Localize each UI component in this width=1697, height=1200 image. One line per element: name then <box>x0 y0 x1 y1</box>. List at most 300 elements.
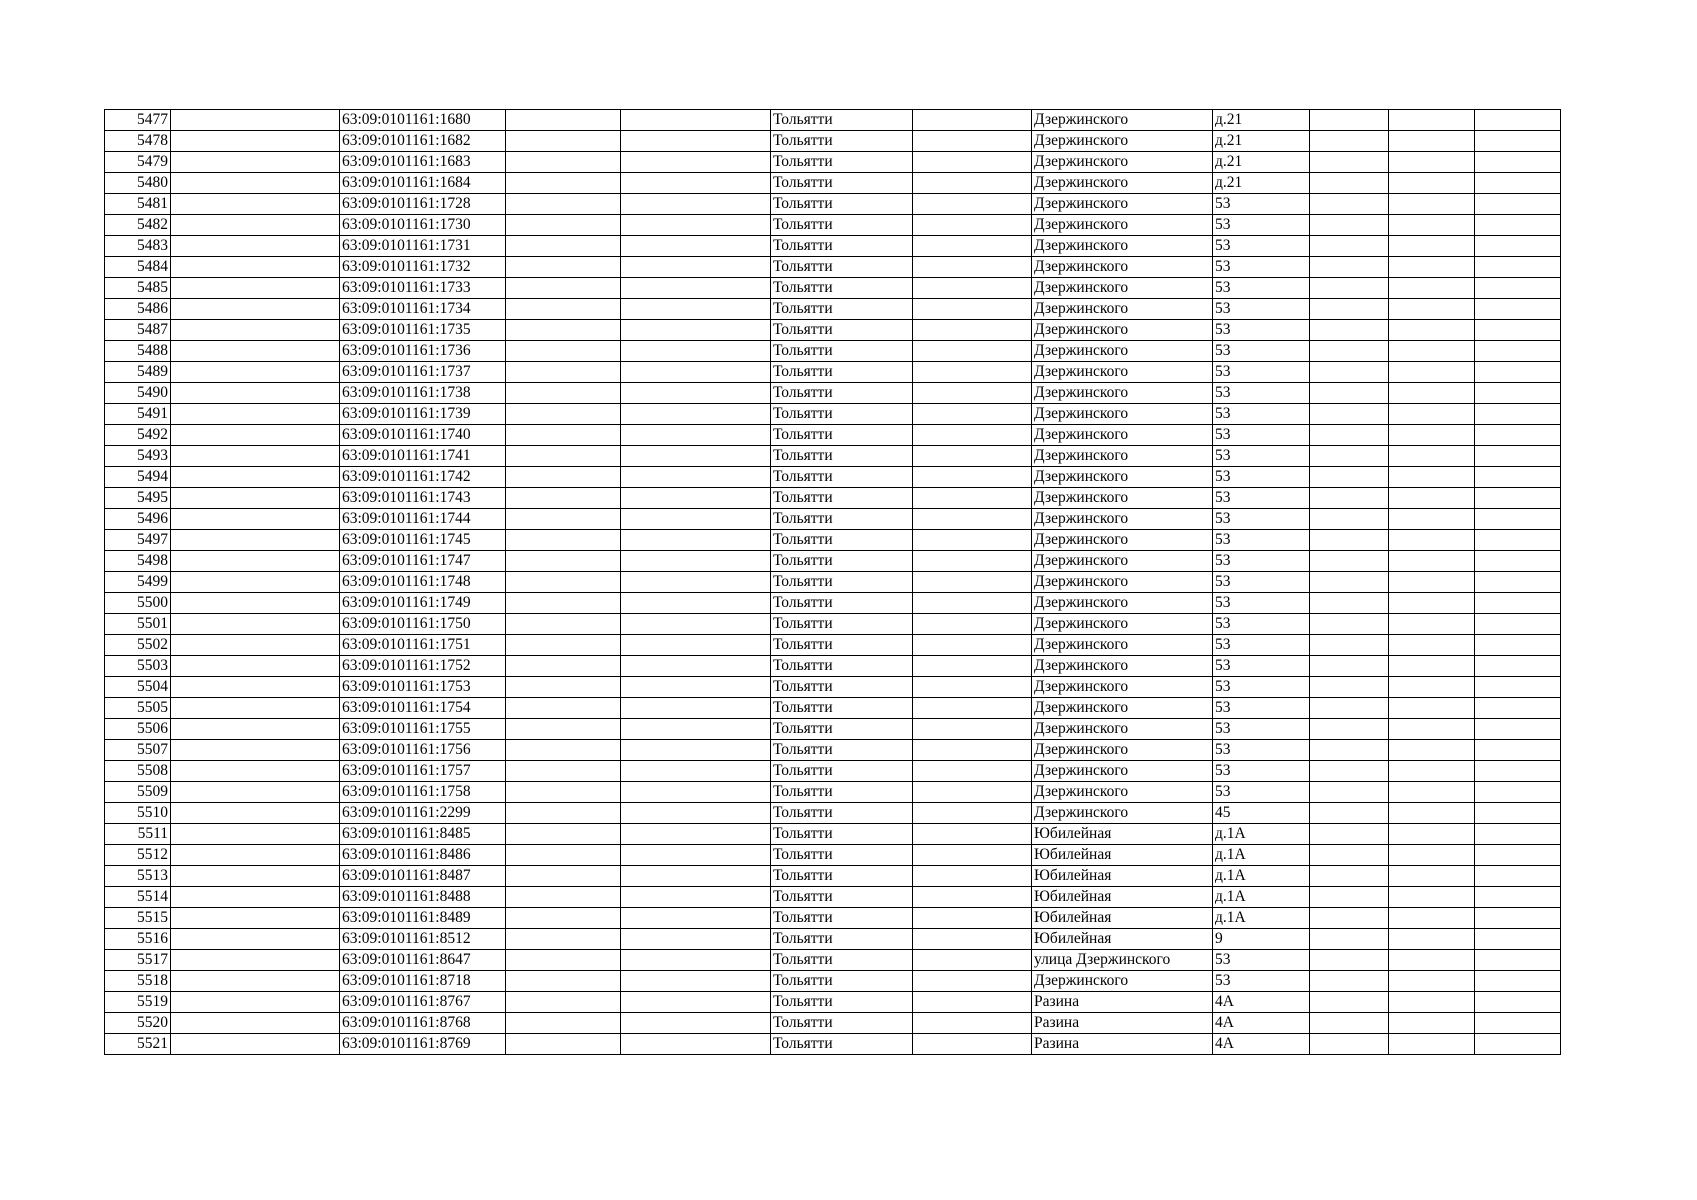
empty-cell <box>913 320 1032 341</box>
empty-cell <box>621 236 771 257</box>
street-cell: Разина <box>1032 1034 1213 1055</box>
empty-cell <box>1389 656 1475 677</box>
empty-cell <box>1475 236 1561 257</box>
empty-cell <box>171 299 340 320</box>
table-row <box>105 152 1561 173</box>
empty-cell <box>171 929 340 950</box>
empty-cell <box>1310 551 1389 572</box>
empty-cell <box>1475 509 1561 530</box>
empty-cell <box>1310 656 1389 677</box>
empty-cell <box>506 1013 621 1034</box>
row-number-cell: 5498 <box>105 551 171 572</box>
street-cell: Дзержинского <box>1032 320 1213 341</box>
empty-cell <box>506 320 621 341</box>
empty-cell <box>1475 131 1561 152</box>
empty-cell <box>1475 824 1561 845</box>
empty-cell <box>1310 152 1389 173</box>
street-cell: Дзержинского <box>1032 152 1213 173</box>
city-cell: Тольятти <box>771 194 913 215</box>
empty-cell <box>621 845 771 866</box>
city-cell: Тольятти <box>771 887 913 908</box>
street-cell: Дзержинского <box>1032 509 1213 530</box>
empty-cell <box>1389 215 1475 236</box>
cadastral-number-cell: 63:09:0101161:1744 <box>340 509 506 530</box>
street-cell: Дзержинского <box>1032 761 1213 782</box>
empty-cell <box>506 761 621 782</box>
table-row <box>105 278 1561 299</box>
empty-cell <box>913 425 1032 446</box>
house-cell: 9 <box>1213 929 1310 950</box>
table-row <box>105 635 1561 656</box>
empty-cell <box>1475 425 1561 446</box>
empty-cell <box>1475 530 1561 551</box>
empty-cell <box>1475 845 1561 866</box>
empty-cell <box>621 446 771 467</box>
empty-cell <box>1389 572 1475 593</box>
empty-cell <box>1475 908 1561 929</box>
city-cell: Тольятти <box>771 782 913 803</box>
empty-cell <box>506 194 621 215</box>
empty-cell <box>621 467 771 488</box>
empty-cell <box>621 614 771 635</box>
empty-cell <box>171 173 340 194</box>
empty-cell <box>1389 383 1475 404</box>
street-cell: Дзержинского <box>1032 719 1213 740</box>
house-cell: 53 <box>1213 782 1310 803</box>
empty-cell <box>1389 131 1475 152</box>
row-number-cell: 5492 <box>105 425 171 446</box>
empty-cell <box>1475 299 1561 320</box>
cadastral-number-cell: 63:09:0101161:8512 <box>340 929 506 950</box>
house-cell: 53 <box>1213 236 1310 257</box>
empty-cell <box>1310 362 1389 383</box>
table-row <box>105 782 1561 803</box>
city-cell: Тольятти <box>771 677 913 698</box>
city-cell: Тольятти <box>771 320 913 341</box>
city-cell: Тольятти <box>771 131 913 152</box>
cadastral-number-cell: 63:09:0101161:8489 <box>340 908 506 929</box>
empty-cell <box>621 593 771 614</box>
empty-cell <box>1389 362 1475 383</box>
house-cell: 53 <box>1213 677 1310 698</box>
table-row <box>105 530 1561 551</box>
row-number-cell: 5487 <box>105 320 171 341</box>
empty-cell <box>506 467 621 488</box>
empty-cell <box>621 908 771 929</box>
empty-cell <box>1389 341 1475 362</box>
cadastral-number-cell: 63:09:0101161:1742 <box>340 467 506 488</box>
empty-cell <box>1475 656 1561 677</box>
empty-cell <box>506 572 621 593</box>
street-cell: Дзержинского <box>1032 551 1213 572</box>
empty-cell <box>1310 593 1389 614</box>
row-number-cell: 5511 <box>105 824 171 845</box>
empty-cell <box>1310 992 1389 1013</box>
city-cell: Тольятти <box>771 509 913 530</box>
empty-cell <box>1389 467 1475 488</box>
empty-cell <box>621 1034 771 1055</box>
empty-cell <box>621 488 771 509</box>
city-cell: Тольятти <box>771 572 913 593</box>
empty-cell <box>621 383 771 404</box>
empty-cell <box>1475 971 1561 992</box>
empty-cell <box>171 761 340 782</box>
cadastral-number-cell: 63:09:0101161:1756 <box>340 740 506 761</box>
empty-cell <box>1310 866 1389 887</box>
empty-cell <box>506 782 621 803</box>
empty-cell <box>1389 971 1475 992</box>
cadastral-number-cell: 63:09:0101161:8488 <box>340 887 506 908</box>
table-row <box>105 908 1561 929</box>
row-number-cell: 5520 <box>105 1013 171 1034</box>
house-cell: д.1А <box>1213 887 1310 908</box>
empty-cell <box>1310 215 1389 236</box>
empty-cell <box>1310 572 1389 593</box>
row-number-cell: 5505 <box>105 698 171 719</box>
empty-cell <box>1310 1034 1389 1055</box>
empty-cell <box>621 404 771 425</box>
cadastral-number-cell: 63:09:0101161:1754 <box>340 698 506 719</box>
empty-cell <box>913 236 1032 257</box>
empty-cell <box>1310 740 1389 761</box>
cadastral-number-cell: 63:09:0101161:1733 <box>340 278 506 299</box>
street-cell: Дзержинского <box>1032 341 1213 362</box>
empty-cell <box>171 698 340 719</box>
house-cell: 53 <box>1213 362 1310 383</box>
empty-cell <box>506 509 621 530</box>
empty-cell <box>1310 488 1389 509</box>
empty-cell <box>1389 446 1475 467</box>
empty-cell <box>1389 593 1475 614</box>
street-cell: Разина <box>1032 1013 1213 1034</box>
house-cell: 53 <box>1213 467 1310 488</box>
empty-cell <box>1475 257 1561 278</box>
empty-cell <box>1389 194 1475 215</box>
empty-cell <box>621 950 771 971</box>
house-cell: 53 <box>1213 950 1310 971</box>
empty-cell <box>171 404 340 425</box>
empty-cell <box>621 110 771 131</box>
empty-cell <box>1389 320 1475 341</box>
row-number-cell: 5499 <box>105 572 171 593</box>
empty-cell <box>1475 278 1561 299</box>
empty-cell <box>1389 509 1475 530</box>
row-number-cell: 5508 <box>105 761 171 782</box>
empty-cell <box>506 236 621 257</box>
empty-cell <box>1310 761 1389 782</box>
cadastral-number-cell: 63:09:0101161:8718 <box>340 971 506 992</box>
city-cell: Тольятти <box>771 215 913 236</box>
empty-cell <box>506 530 621 551</box>
empty-cell <box>506 929 621 950</box>
empty-cell <box>1389 299 1475 320</box>
empty-cell <box>171 824 340 845</box>
table-row <box>105 593 1561 614</box>
empty-cell <box>913 173 1032 194</box>
empty-cell <box>171 971 340 992</box>
empty-cell <box>621 278 771 299</box>
street-cell: Дзержинского <box>1032 467 1213 488</box>
table-row <box>105 740 1561 761</box>
empty-cell <box>913 635 1032 656</box>
city-cell: Тольятти <box>771 278 913 299</box>
empty-cell <box>913 509 1032 530</box>
street-cell: Дзержинского <box>1032 257 1213 278</box>
city-cell: Тольятти <box>771 803 913 824</box>
empty-cell <box>1310 719 1389 740</box>
cadastral-number-cell: 63:09:0101161:1739 <box>340 404 506 425</box>
row-number-cell: 5517 <box>105 950 171 971</box>
cadastral-number-cell: 63:09:0101161:8485 <box>340 824 506 845</box>
empty-cell <box>1310 383 1389 404</box>
table-row <box>105 551 1561 572</box>
table-row <box>105 362 1561 383</box>
empty-cell <box>1475 593 1561 614</box>
city-cell: Тольятти <box>771 152 913 173</box>
empty-cell <box>1389 614 1475 635</box>
table-row <box>105 215 1561 236</box>
empty-cell <box>1310 425 1389 446</box>
house-cell: 53 <box>1213 383 1310 404</box>
street-cell: Юбилейная <box>1032 845 1213 866</box>
empty-cell <box>621 656 771 677</box>
row-number-cell: 5518 <box>105 971 171 992</box>
house-cell: 4А <box>1213 1034 1310 1055</box>
table-row <box>105 404 1561 425</box>
cadastral-number-cell: 63:09:0101161:1737 <box>340 362 506 383</box>
empty-cell <box>1310 677 1389 698</box>
house-cell: 53 <box>1213 446 1310 467</box>
empty-cell <box>621 971 771 992</box>
empty-cell <box>171 908 340 929</box>
empty-cell <box>1475 383 1561 404</box>
street-cell: Дзержинского <box>1032 446 1213 467</box>
row-number-cell: 5506 <box>105 719 171 740</box>
street-cell: Дзержинского <box>1032 572 1213 593</box>
empty-cell <box>1310 173 1389 194</box>
city-cell: Тольятти <box>771 299 913 320</box>
house-cell: д.21 <box>1213 131 1310 152</box>
empty-cell <box>621 530 771 551</box>
empty-cell <box>171 110 340 131</box>
empty-cell <box>506 488 621 509</box>
table-row <box>105 677 1561 698</box>
house-cell: 45 <box>1213 803 1310 824</box>
row-number-cell: 5504 <box>105 677 171 698</box>
empty-cell <box>1389 887 1475 908</box>
empty-cell <box>913 761 1032 782</box>
table-row <box>105 320 1561 341</box>
city-cell: Тольятти <box>771 635 913 656</box>
empty-cell <box>621 341 771 362</box>
street-cell: Дзержинского <box>1032 698 1213 719</box>
empty-cell <box>621 992 771 1013</box>
house-cell: 53 <box>1213 215 1310 236</box>
empty-cell <box>913 845 1032 866</box>
street-cell: Дзержинского <box>1032 110 1213 131</box>
empty-cell <box>1475 488 1561 509</box>
empty-cell <box>1310 467 1389 488</box>
empty-cell <box>1310 509 1389 530</box>
empty-cell <box>171 719 340 740</box>
empty-cell <box>1310 299 1389 320</box>
city-cell: Тольятти <box>771 362 913 383</box>
empty-cell <box>1475 803 1561 824</box>
empty-cell <box>913 824 1032 845</box>
empty-cell <box>1389 236 1475 257</box>
street-cell: Дзержинского <box>1032 677 1213 698</box>
city-cell: Тольятти <box>771 740 913 761</box>
empty-cell <box>1389 1034 1475 1055</box>
empty-cell <box>171 215 340 236</box>
cadastral-number-cell: 63:09:0101161:1753 <box>340 677 506 698</box>
empty-cell <box>171 530 340 551</box>
empty-cell <box>1475 446 1561 467</box>
city-cell: Тольятти <box>771 530 913 551</box>
house-cell: 53 <box>1213 299 1310 320</box>
cadastral-number-cell: 63:09:0101161:1738 <box>340 383 506 404</box>
cadastral-number-cell: 63:09:0101161:2299 <box>340 803 506 824</box>
house-cell: 53 <box>1213 509 1310 530</box>
city-cell: Тольятти <box>771 761 913 782</box>
street-cell: Дзержинского <box>1032 278 1213 299</box>
empty-cell <box>621 866 771 887</box>
empty-cell <box>506 803 621 824</box>
row-number-cell: 5513 <box>105 866 171 887</box>
table-row <box>105 824 1561 845</box>
empty-cell <box>1475 110 1561 131</box>
city-cell: Тольятти <box>771 845 913 866</box>
house-cell: 53 <box>1213 257 1310 278</box>
empty-cell <box>506 866 621 887</box>
street-cell: Дзержинского <box>1032 593 1213 614</box>
empty-cell <box>913 278 1032 299</box>
house-cell: 53 <box>1213 488 1310 509</box>
empty-cell <box>506 824 621 845</box>
cadastral-number-cell: 63:09:0101161:1730 <box>340 215 506 236</box>
empty-cell <box>1310 1013 1389 1034</box>
empty-cell <box>1310 110 1389 131</box>
empty-cell <box>621 152 771 173</box>
empty-cell <box>1310 803 1389 824</box>
empty-cell <box>171 677 340 698</box>
street-cell: Дзержинского <box>1032 131 1213 152</box>
empty-cell <box>171 257 340 278</box>
empty-cell <box>171 425 340 446</box>
house-cell: 53 <box>1213 761 1310 782</box>
empty-cell <box>1475 740 1561 761</box>
empty-cell <box>913 299 1032 320</box>
city-cell: Тольятти <box>771 467 913 488</box>
empty-cell <box>171 152 340 173</box>
street-cell: Дзержинского <box>1032 425 1213 446</box>
row-number-cell: 5507 <box>105 740 171 761</box>
house-cell: д.1А <box>1213 824 1310 845</box>
house-cell: 53 <box>1213 551 1310 572</box>
empty-cell <box>621 320 771 341</box>
empty-cell <box>171 551 340 572</box>
empty-cell <box>913 719 1032 740</box>
empty-cell <box>1310 257 1389 278</box>
house-cell: 53 <box>1213 194 1310 215</box>
empty-cell <box>1389 1013 1475 1034</box>
empty-cell <box>506 257 621 278</box>
cadastral-number-cell: 63:09:0101161:1682 <box>340 131 506 152</box>
table-row <box>105 929 1561 950</box>
empty-cell <box>913 257 1032 278</box>
empty-cell <box>1475 698 1561 719</box>
empty-cell <box>621 782 771 803</box>
empty-cell <box>1389 740 1475 761</box>
city-cell: Тольятти <box>771 1034 913 1055</box>
empty-cell <box>1389 698 1475 719</box>
house-cell: 53 <box>1213 572 1310 593</box>
cadastral-number-cell: 63:09:0101161:8768 <box>340 1013 506 1034</box>
house-cell: д.1А <box>1213 845 1310 866</box>
empty-cell <box>1475 866 1561 887</box>
cadastral-number-cell: 63:09:0101161:1731 <box>340 236 506 257</box>
cadastral-number-cell: 63:09:0101161:1680 <box>340 110 506 131</box>
city-cell: Тольятти <box>771 992 913 1013</box>
empty-cell <box>913 740 1032 761</box>
house-cell: 53 <box>1213 971 1310 992</box>
row-number-cell: 5496 <box>105 509 171 530</box>
empty-cell <box>913 215 1032 236</box>
empty-cell <box>171 362 340 383</box>
house-cell: 53 <box>1213 719 1310 740</box>
empty-cell <box>1389 845 1475 866</box>
empty-cell <box>171 845 340 866</box>
empty-cell <box>171 740 340 761</box>
city-cell: Тольятти <box>771 824 913 845</box>
empty-cell <box>1389 866 1475 887</box>
city-cell: Тольятти <box>771 383 913 404</box>
city-cell: Тольятти <box>771 719 913 740</box>
empty-cell <box>1475 173 1561 194</box>
empty-cell <box>1310 131 1389 152</box>
empty-cell <box>621 131 771 152</box>
empty-cell <box>621 803 771 824</box>
empty-cell <box>621 194 771 215</box>
empty-cell <box>171 1034 340 1055</box>
table-body <box>105 110 1561 1055</box>
row-number-cell: 5514 <box>105 887 171 908</box>
empty-cell <box>506 845 621 866</box>
empty-cell <box>1310 341 1389 362</box>
empty-cell <box>1389 761 1475 782</box>
empty-cell <box>171 782 340 803</box>
street-cell: улица Дзержинского <box>1032 950 1213 971</box>
table-row <box>105 866 1561 887</box>
table-row <box>105 110 1561 131</box>
street-cell: Юбилейная <box>1032 908 1213 929</box>
row-number-cell: 5479 <box>105 152 171 173</box>
cadastral-number-cell: 63:09:0101161:1732 <box>340 257 506 278</box>
cadastral-number-cell: 63:09:0101161:1757 <box>340 761 506 782</box>
empty-cell <box>913 467 1032 488</box>
cadastral-number-cell: 63:09:0101161:1749 <box>340 593 506 614</box>
empty-cell <box>1389 488 1475 509</box>
table-row <box>105 173 1561 194</box>
empty-cell <box>913 803 1032 824</box>
city-cell: Тольятти <box>771 425 913 446</box>
city-cell: Тольятти <box>771 698 913 719</box>
city-cell: Тольятти <box>771 404 913 425</box>
row-number-cell: 5480 <box>105 173 171 194</box>
empty-cell <box>506 614 621 635</box>
empty-cell <box>171 467 340 488</box>
cadastral-number-cell: 63:09:0101161:8647 <box>340 950 506 971</box>
